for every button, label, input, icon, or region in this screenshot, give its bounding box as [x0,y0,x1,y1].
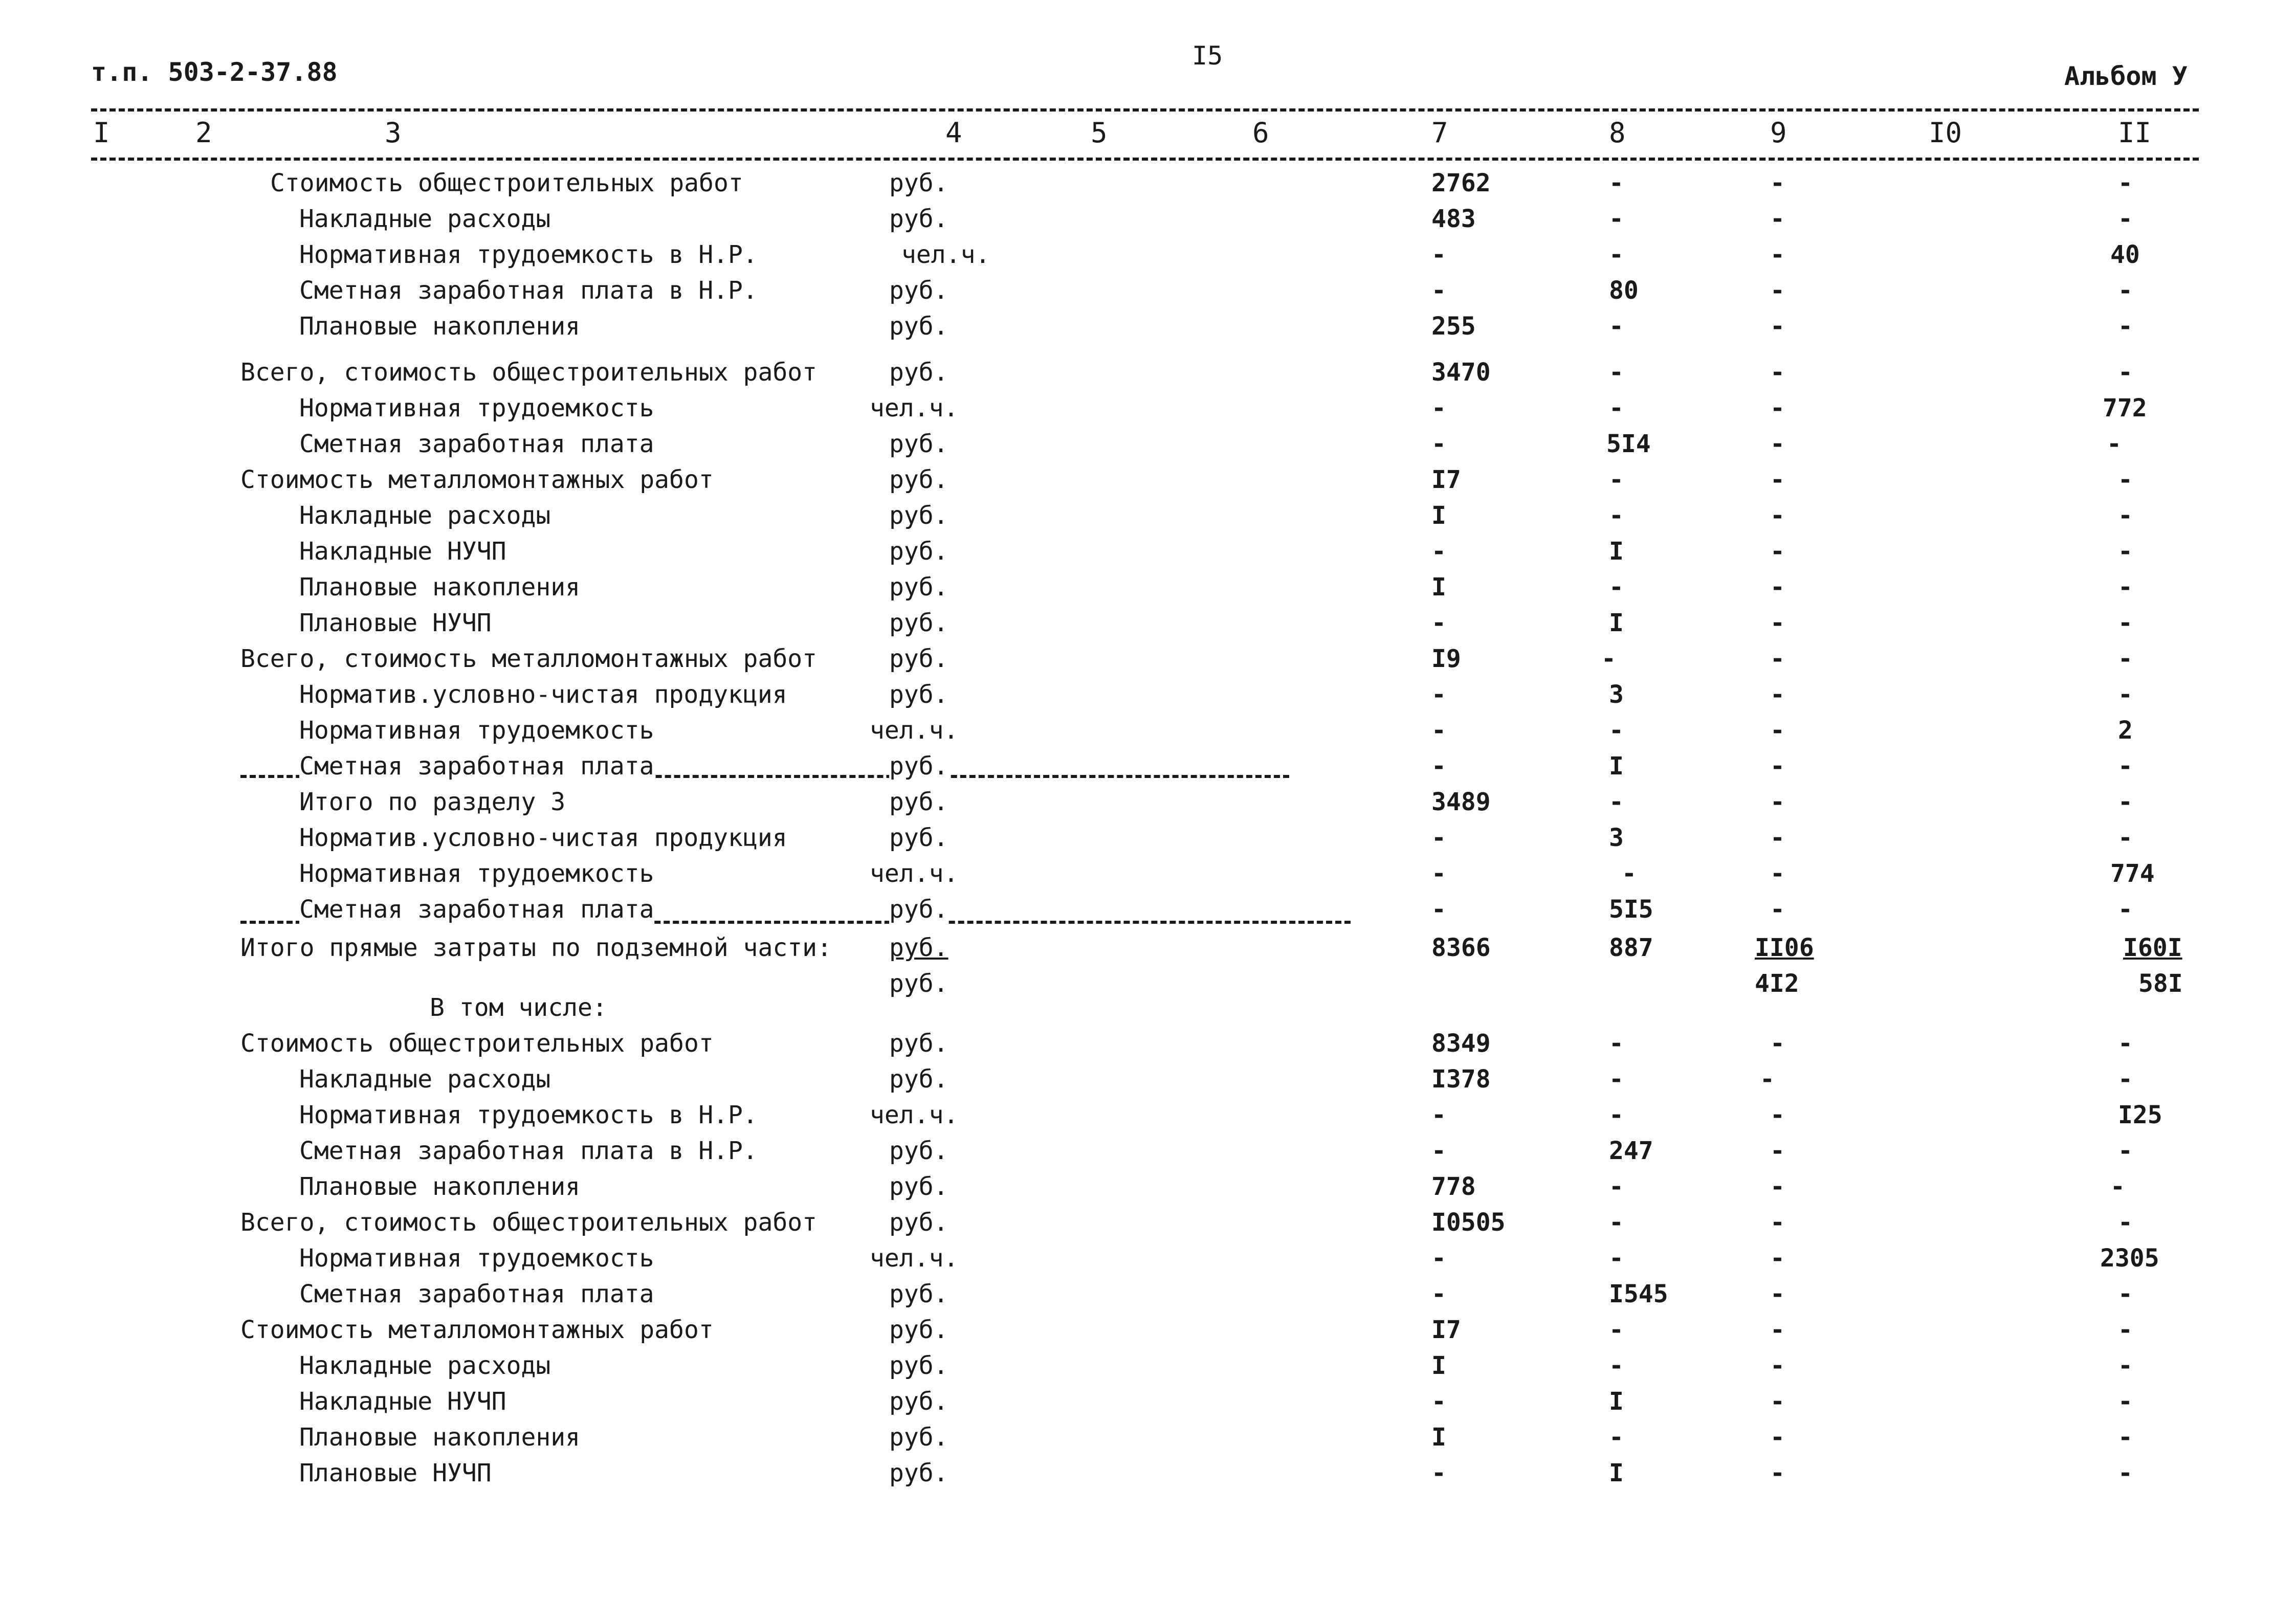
subsection-label: В том числе: [430,993,607,1022]
col7-cell: 8349 [1431,1029,1491,1058]
table-row [0,1029,2296,1065]
col9-cell: - [1770,1029,1785,1058]
unit-cell: руб. [889,169,948,197]
col11-cell: I25 [2118,1101,2162,1129]
col11-cell: - [2118,537,2133,566]
item-name: Всего, стоимость металломонтажных работ [240,644,818,673]
unit-cell: руб. [889,752,948,781]
col9-cell: II06 [1755,933,1814,962]
col8-cell: - [1609,394,1624,423]
table-row [0,788,2296,824]
column-number: 6 [1252,117,1269,149]
table-row [0,537,2296,573]
col7-cell: 2762 [1431,169,1491,197]
unit-cell: руб. [889,312,948,341]
col8-cell: 3 [1609,824,1624,852]
document-code: т.п. 503-2-37.88 [91,57,338,87]
unit-cell: руб. [889,1387,948,1416]
col8-cell: I [1609,752,1624,781]
unit-cell: чел.ч. [870,716,959,745]
table-row [0,644,2296,680]
col9-cell: - [1770,716,1785,745]
col7-cell: - [1431,609,1446,637]
col7-cell: - [1431,537,1446,566]
table-row [0,1065,2296,1101]
item-name: Плановые НУЧП [299,609,492,637]
col9-cell: - [1770,1459,1785,1487]
col11-cell: - [2118,358,2133,387]
col9-cell: - [1770,465,1785,494]
col8-cell: 5I5 [1609,895,1653,924]
col7-cell: 255 [1431,312,1476,341]
col11-cell: - [2118,501,2133,530]
col7-cell: - [1431,1244,1446,1273]
table-row [0,993,2296,1029]
column-number: I0 [1929,117,1962,149]
col9-cell: - [1770,1316,1785,1344]
column-number: 2 [195,117,212,149]
unit-cell: руб. [889,1423,948,1452]
col9-cell: - [1770,430,1785,458]
table-row [0,465,2296,501]
col11-cell: - [2118,1280,2133,1308]
col8-cell: - [1609,716,1624,745]
item-name: Сметная заработная плата в Н.Р. [299,1137,758,1165]
col8-cell: - [1609,501,1624,530]
item-name: Плановые накопления [299,312,581,341]
col9-cell: - [1770,895,1785,924]
col11-cell: - [2118,205,2133,233]
column-number: II [2118,117,2152,149]
table-row [0,680,2296,716]
col11-cell: - [2118,609,2133,637]
unit-cell: руб. [889,609,948,637]
col9-cell: - [1770,752,1785,781]
col9-cell: - [1770,358,1785,387]
item-name: Накладные расходы [299,1351,551,1380]
item-name: Стоимость металломонтажных работ [240,1316,714,1344]
col7-cell: - [1431,716,1446,745]
item-name: Нормативная трудоемкость [299,394,654,423]
col11-cell: 774 [2110,859,2155,888]
unit-cell: руб. [889,680,948,709]
col11-cell: 2 [2118,716,2133,745]
col11-cell: 2305 [2100,1244,2159,1273]
table-row [0,1244,2296,1280]
column-number: 5 [1091,117,1108,149]
table-row [0,1459,2296,1495]
col9-cell: - [1770,312,1785,341]
table-row [0,169,2296,205]
col8-cell: - [1622,859,1637,888]
col7-cell: I7 [1431,465,1461,494]
col7-cell: I [1431,573,1446,602]
table-row [0,394,2296,430]
col9-cell: - [1770,501,1785,530]
col7-cell: - [1431,240,1446,269]
col9-cell: - [1770,205,1785,233]
column-number: 3 [385,117,402,149]
col8-cell: 80 [1609,276,1639,305]
table-row [0,1351,2296,1387]
table-row [0,1208,2296,1244]
col11-cell: 40 [2110,240,2140,269]
item-name: Норматив.условно-чистая продукция [299,824,787,852]
col7-cell: 3489 [1431,788,1491,816]
col8-cell: I [1609,609,1624,637]
col7-cell: - [1431,276,1446,305]
item-name: Плановые накопления [299,1172,581,1201]
col9-cell: - [1770,1101,1785,1129]
col8-cell: 3 [1609,680,1624,709]
item-name: Плановые накопления [299,1423,581,1452]
col9-cell: - [1770,1387,1785,1416]
item-name: Всего, стоимость общестроительных работ [240,1208,818,1237]
col8-cell: - [1609,1244,1624,1273]
item-name: Плановые накопления [299,573,581,602]
col8-cell: - [1609,788,1624,816]
col11-cell: - [2118,1208,2133,1237]
col7-cell: 3470 [1431,358,1491,387]
item-name: Стоимость общестроительных работ [270,169,743,197]
col8-cell: - [1609,1423,1624,1452]
col11-cell: - [2118,895,2133,924]
item-name: Накладные НУЧП [299,537,506,566]
table-row-total [0,933,2296,969]
item-name: Сметная заработная плата [299,430,654,458]
unit-cell: руб. [889,969,948,998]
item-name: Сметная заработная плата [299,1280,654,1308]
col8-cell: I [1609,1387,1624,1416]
item-name: Норматив.условно-чистая продукция [299,680,787,709]
column-number: 7 [1431,117,1448,149]
unit-cell: руб. [889,1316,948,1344]
col8-cell: I545 [1609,1280,1668,1308]
col9-cell: - [1770,537,1785,566]
unit-cell: руб. [889,430,948,458]
unit-cell: чел.ч. [870,394,959,423]
col8-cell: - [1609,169,1624,197]
unit-cell: руб. [889,501,948,530]
col9-cell: - [1770,609,1785,637]
unit-cell: чел.ч. [870,1101,959,1129]
table-row [0,895,2296,931]
col9-cell: - [1770,240,1785,269]
table-row [0,1101,2296,1137]
item-name: Нормативная трудоемкость [299,1244,654,1273]
unit-cell: чел.ч. [901,240,990,269]
column-number: 4 [945,117,962,149]
col9-cell: - [1770,169,1785,197]
table-row [0,1137,2296,1172]
unit-cell: руб. [889,1351,948,1380]
col9-cell: - [1770,788,1785,816]
col7-cell: I [1431,1423,1446,1452]
table-row [0,430,2296,465]
col11-cell: - [2118,824,2133,852]
col8-cell: 887 [1609,933,1653,962]
col11-cell: - [2118,1065,2133,1094]
col9-cell: - [1770,1244,1785,1273]
col7-cell: I378 [1431,1065,1491,1094]
col11-cell: I60I [2123,933,2182,962]
col7-cell: I0505 [1431,1208,1506,1237]
col11-cell: - [2107,430,2122,458]
col8-cell: 5I4 [1606,430,1651,458]
col7-cell: - [1431,394,1446,423]
col8-cell: - [1609,1101,1624,1129]
unit-cell: руб. [889,933,948,962]
header-top-rule [91,108,2199,112]
col11-cell: - [2118,312,2133,341]
col9-cell: - [1770,680,1785,709]
table-row [0,312,2296,348]
unit-cell: чел.ч. [870,1244,959,1273]
unit-cell: руб. [889,276,948,305]
col11-cell: - [2118,644,2133,673]
col8-cell: - [1609,358,1624,387]
table-row [0,752,2296,788]
col11-cell: - [2118,465,2133,494]
unit-cell: руб. [889,358,948,387]
table-row [0,824,2296,859]
col7-cell: I [1431,1351,1446,1380]
col8-cell: - [1609,312,1624,341]
col8-cell: - [1609,1065,1624,1094]
item-name: Нормативная трудоемкость [299,859,654,888]
col9-cell: 4I2 [1755,969,1799,998]
item-name: Нормативная трудоемкость в Н.Р. [299,1101,758,1129]
col9-cell: - [1770,573,1785,602]
col8-cell: I [1609,1459,1624,1487]
col8-cell: - [1609,1029,1624,1058]
table-row [0,1280,2296,1316]
unit-cell: руб. [889,788,948,816]
col7-cell: - [1431,752,1446,781]
col9-cell: - [1770,394,1785,423]
album-label: Альбом У [2064,61,2188,91]
col8-cell: - [1609,1316,1624,1344]
item-name: Нормативная трудоемкость [299,716,654,745]
unit-cell: руб. [889,1459,948,1487]
item-name: Итого по разделу 3 [299,788,566,816]
table-row [0,609,2296,644]
col11-cell: - [2118,1387,2133,1416]
item-name: Накладные расходы [299,205,551,233]
col11-cell: - [2110,1172,2125,1201]
col9-cell: - [1770,644,1785,673]
table-row [0,205,2296,240]
item-name: Накладные расходы [299,501,551,530]
page-number: I5 [1192,41,1223,71]
item-name: Стоимость металломонтажных работ [240,465,714,494]
col8-cell: - [1609,1351,1624,1380]
col7-cell: - [1431,1387,1446,1416]
col8-cell: - [1609,465,1624,494]
col11-cell: - [2118,680,2133,709]
table-row [0,358,2296,394]
item-name: Нормативная трудоемкость в Н.Р. [299,240,758,269]
unit-cell: руб. [889,205,948,233]
item-name: Сметная заработная плата [299,752,654,781]
unit-cell: руб. [889,1172,948,1201]
col7-cell: - [1431,1101,1446,1129]
table-row [0,276,2296,312]
col8-cell: - [1601,644,1616,673]
col9-cell: - [1770,1423,1785,1452]
table-row [0,859,2296,895]
col9-cell: - [1770,276,1785,305]
col7-cell: 8366 [1431,933,1491,962]
col11-cell: - [2118,752,2133,781]
item-name: Сметная заработная плата [299,895,654,924]
item-name: Всего, стоимость общестроительных работ [240,358,818,387]
unit-cell: руб. [889,644,948,673]
col9-cell: - [1770,824,1785,852]
unit-cell: руб. [889,465,948,494]
col9-cell: - [1770,1280,1785,1308]
item-name: Стоимость общестроительных работ [240,1029,714,1058]
col7-cell: - [1431,680,1446,709]
unit-cell: руб. [889,824,948,852]
col7-cell: - [1431,1137,1446,1165]
col9-cell: - [1770,859,1785,888]
col8-cell: 247 [1609,1137,1653,1165]
unit-cell: руб. [889,1137,948,1165]
col7-cell: - [1431,859,1446,888]
unit-cell: руб. [889,1280,948,1308]
column-number: 9 [1770,117,1787,149]
col8-cell: - [1609,205,1624,233]
col7-cell: I9 [1431,644,1461,673]
col11-cell: - [2118,1029,2133,1058]
column-number: 8 [1609,117,1626,149]
col7-cell: - [1431,824,1446,852]
column-number: I [93,117,110,149]
item-name: Сметная заработная плата в Н.Р. [299,276,758,305]
col9-cell: - [1760,1065,1775,1094]
col11-cell: - [2118,1423,2133,1452]
unit-cell: руб. [889,537,948,566]
unit-cell: руб. [889,573,948,602]
col8-cell: I [1609,537,1624,566]
col9-cell: - [1770,1137,1785,1165]
item-name: Накладные расходы [299,1065,551,1094]
col8-cell: - [1609,1172,1624,1201]
col7-cell: - [1431,430,1446,458]
col9-cell: - [1770,1208,1785,1237]
unit-cell: руб. [889,1029,948,1058]
col9-cell: - [1770,1172,1785,1201]
col8-cell: - [1609,1208,1624,1237]
col8-cell: - [1609,573,1624,602]
col7-cell: I [1431,501,1446,530]
table-row [0,501,2296,537]
col11-cell: 58I [2138,969,2183,998]
unit-cell: руб. [889,1065,948,1094]
unit-cell: руб. [889,1208,948,1237]
col11-cell: - [2118,573,2133,602]
table-row [0,1387,2296,1423]
unit-cell: чел.ч. [870,859,959,888]
item-name: Итого прямые затраты по подземной части: [240,933,832,962]
col7-cell: 778 [1431,1172,1476,1201]
item-name: Плановые НУЧП [299,1459,492,1487]
col7-cell: - [1431,1459,1446,1487]
table-row [0,1316,2296,1351]
header-bottom-rule [91,158,2199,161]
col11-cell: 772 [2103,394,2147,423]
col7-cell: - [1431,895,1446,924]
col11-cell: - [2118,1459,2133,1487]
col11-cell: - [2118,276,2133,305]
table-row [0,1423,2296,1459]
col11-cell: - [2118,1316,2133,1344]
col11-cell: - [2118,1137,2133,1165]
col11-cell: - [2118,169,2133,197]
col11-cell: - [2118,788,2133,816]
col11-cell: - [2118,1351,2133,1380]
table-row [0,1172,2296,1208]
unit-cell: руб. [889,895,948,924]
item-name: Накладные НУЧП [299,1387,506,1416]
col7-cell: I7 [1431,1316,1461,1344]
col7-cell: - [1431,1280,1446,1308]
table-row [0,716,2296,752]
table-row [0,240,2296,276]
col8-cell: - [1609,240,1624,269]
col9-cell: - [1770,1351,1785,1380]
col7-cell: 483 [1431,205,1476,233]
table-row [0,573,2296,609]
